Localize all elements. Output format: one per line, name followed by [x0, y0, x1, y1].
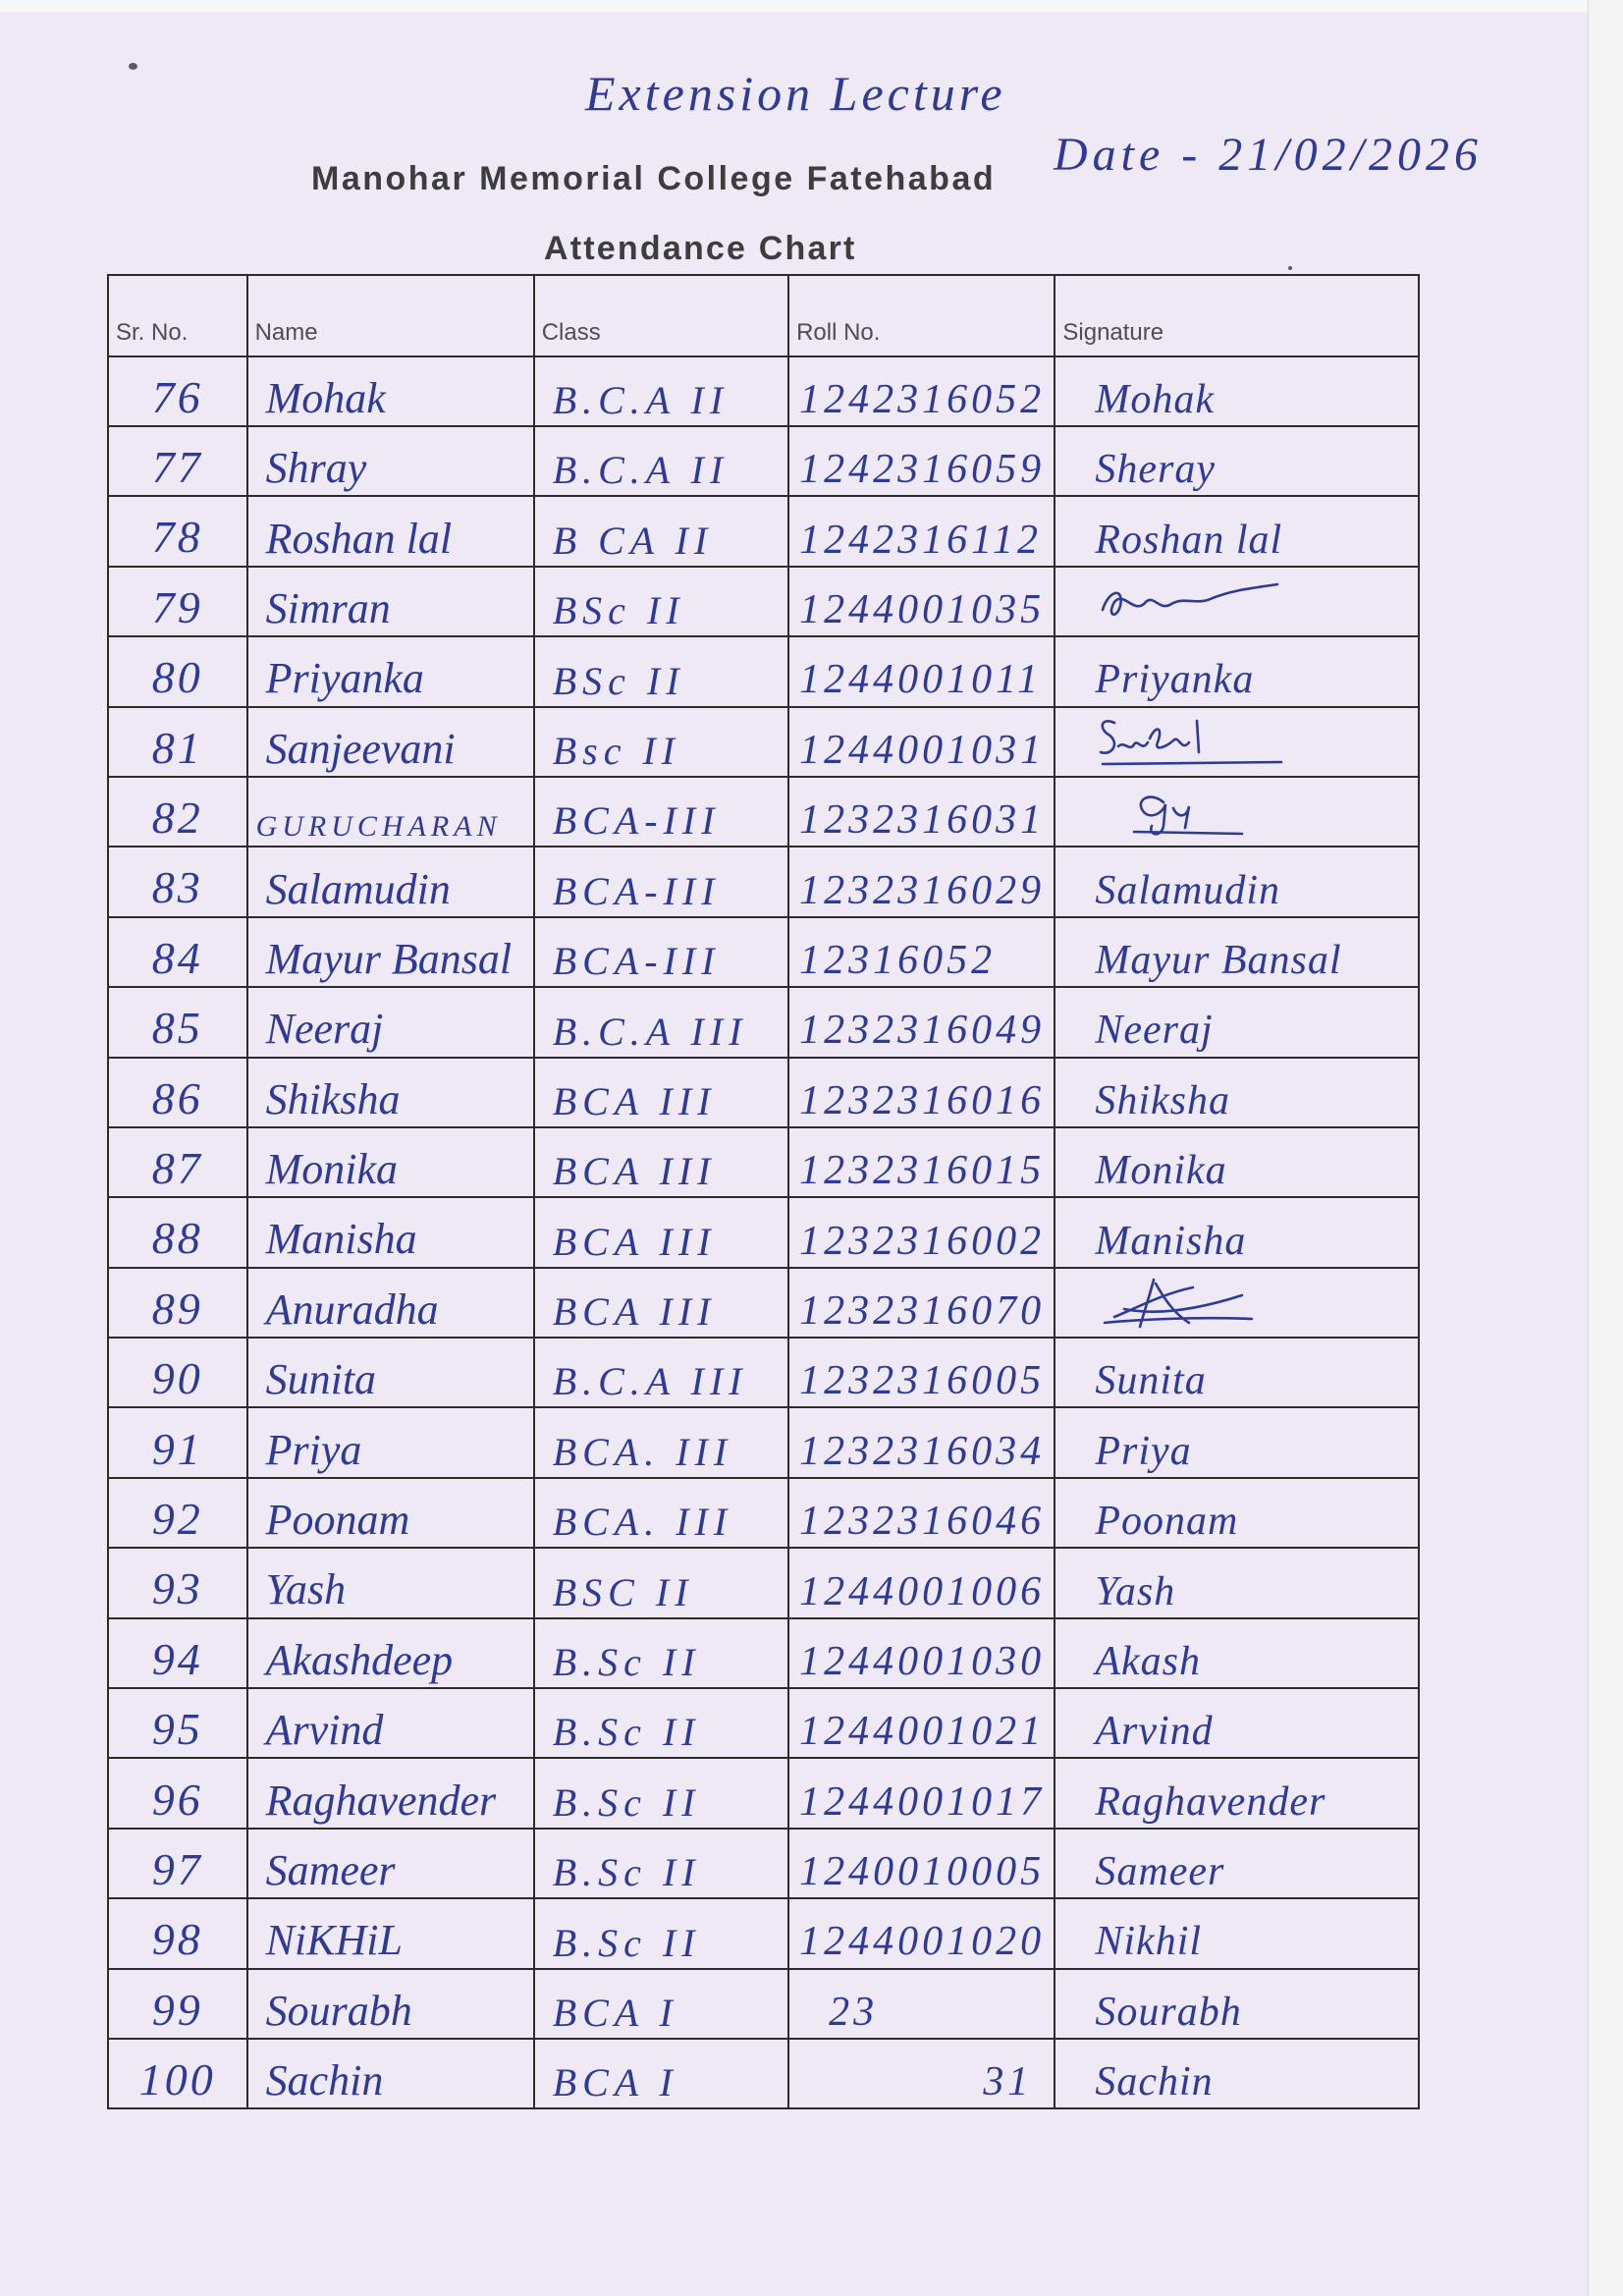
- signature-scribble: [1095, 783, 1291, 842]
- scan-top-edge: [0, 0, 1623, 12]
- table-row: [108, 1058, 1419, 1127]
- roll-no-cell: 23: [788, 1969, 1055, 2039]
- sr-no-cell: 98: [108, 1898, 247, 1968]
- sr-no-cell: 97: [108, 1829, 247, 1898]
- table-header: [108, 275, 1419, 356]
- signature-cell: Monika: [1055, 1127, 1419, 1197]
- header-row: [108, 275, 1419, 356]
- class-cell: BCA I: [534, 1969, 788, 2039]
- roll-no-cell: 1232316046: [788, 1478, 1055, 1548]
- table-row: [108, 1127, 1419, 1197]
- sr-no-cell: 93: [108, 1548, 247, 1617]
- signature-cell: Salamudin: [1055, 847, 1419, 916]
- table-row: [108, 636, 1419, 706]
- name-cell: Simran: [247, 567, 534, 636]
- table-row: [108, 1338, 1419, 1407]
- name-cell: Arvind: [247, 1688, 534, 1758]
- signature-cell: Nikhil: [1055, 1898, 1419, 1968]
- table-row: [108, 987, 1419, 1057]
- class-cell: B.Sc II: [534, 1618, 788, 1688]
- roll-no-cell: 1232316034: [788, 1407, 1055, 1477]
- table-row: [108, 1688, 1419, 1758]
- sr-no-cell: 88: [108, 1197, 247, 1267]
- sr-no-cell: 92: [108, 1478, 247, 1548]
- name-cell: Mohak: [247, 356, 534, 426]
- roll-no-cell: 1232316015: [788, 1127, 1055, 1197]
- name-cell: Manisha: [247, 1197, 534, 1267]
- table-row: [108, 1197, 1419, 1267]
- sr-no-cell: 100: [108, 2039, 247, 2108]
- roll-no-cell: 1232316031: [788, 777, 1055, 847]
- signature-cell: [1055, 777, 1419, 847]
- sr-no-cell: 82: [108, 777, 247, 847]
- table-row: [108, 356, 1419, 426]
- sr-no-cell: 99: [108, 1969, 247, 2039]
- name-cell: Roshan lal: [247, 496, 534, 566]
- scan-right-edge: [1588, 0, 1623, 2296]
- roll-no-cell: 1232316029: [788, 847, 1055, 916]
- name-cell: Akashdeep: [247, 1618, 534, 1688]
- sr-no-cell: 95: [108, 1688, 247, 1758]
- name-cell: NiKHiL: [247, 1898, 534, 1968]
- signature-cell: Mayur Bansal: [1055, 917, 1419, 987]
- signature-cell: Arvind: [1055, 1688, 1419, 1758]
- sr-no-cell: 76: [108, 356, 247, 426]
- table-row: [108, 1407, 1419, 1477]
- signature-cell: Poonam: [1055, 1478, 1419, 1548]
- table-row: [108, 1268, 1419, 1338]
- sr-no-cell: 81: [108, 707, 247, 777]
- sr-no-cell: 86: [108, 1058, 247, 1127]
- class-cell: B.Sc II: [534, 1898, 788, 1968]
- signature-stroke: [1105, 1280, 1252, 1327]
- roll-no-cell: 1232316016: [788, 1058, 1055, 1127]
- signature-cell: Shiksha: [1055, 1058, 1419, 1127]
- class-cell: BCA III: [534, 1058, 788, 1127]
- name-cell: Priyanka: [247, 636, 534, 706]
- class-cell: Bsc II: [534, 707, 788, 777]
- roll-no-cell: 31: [788, 2039, 1055, 2108]
- sr-no-cell: 84: [108, 917, 247, 987]
- roll-no-cell: 1244001035: [788, 567, 1055, 636]
- class-cell: BCA-III: [534, 777, 788, 847]
- name-cell: Yash: [247, 1548, 534, 1617]
- sr-no-cell: 77: [108, 426, 247, 496]
- roll-no-cell: 1240010005: [788, 1829, 1055, 1898]
- name-cell: Sachin: [247, 2039, 534, 2108]
- signature-cell: Roshan lal: [1055, 496, 1419, 566]
- name-cell: Sourabh: [247, 1969, 534, 2039]
- sr-no-cell: 90: [108, 1338, 247, 1407]
- class-cell: BSc II: [534, 567, 788, 636]
- class-cell: BCA-III: [534, 917, 788, 987]
- roll-no-cell: 1232316049: [788, 987, 1055, 1057]
- table-row: [108, 847, 1419, 916]
- class-cell: BCA III: [534, 1197, 788, 1267]
- class-cell: B.Sc II: [534, 1758, 788, 1828]
- roll-no-cell: 1244001031: [788, 707, 1055, 777]
- signature-cell: Sameer: [1055, 1829, 1419, 1898]
- signature-cell: Priya: [1055, 1407, 1419, 1477]
- sr-no-cell: 79: [108, 567, 247, 636]
- column-header-name: Name: [247, 275, 534, 356]
- roll-no-cell: 1244001030: [788, 1618, 1055, 1688]
- name-cell: Monika: [247, 1127, 534, 1197]
- signature-stroke: [1134, 797, 1242, 835]
- scan-speck: [1288, 266, 1292, 270]
- class-cell: B.C.A III: [534, 1338, 788, 1407]
- table-body: [108, 356, 1419, 2109]
- date-label: Date - 21/02/2026: [1054, 129, 1483, 181]
- signature-cell: Yash: [1055, 1548, 1419, 1617]
- signature-cell: [1055, 567, 1419, 636]
- table-row: [108, 1618, 1419, 1688]
- sr-no-cell: 94: [108, 1618, 247, 1688]
- signature-cell: Sachin: [1055, 2039, 1419, 2108]
- roll-no-cell: 1244001021: [788, 1688, 1055, 1758]
- class-cell: BCA. III: [534, 1478, 788, 1548]
- roll-no-cell: 1244001017: [788, 1758, 1055, 1828]
- table-row: [108, 1548, 1419, 1617]
- class-cell: B.C.A II: [534, 426, 788, 496]
- roll-no-cell: 1242316059: [788, 426, 1055, 496]
- roll-no-cell: 1232316005: [788, 1338, 1055, 1407]
- chart-title: Attendance Chart: [544, 230, 857, 267]
- signature-cell: Akash: [1055, 1618, 1419, 1688]
- name-cell: Shray: [247, 426, 534, 496]
- table-row: [108, 2039, 1419, 2108]
- scan-speck: [129, 63, 137, 70]
- signature-scribble: [1095, 573, 1291, 631]
- signature-cell: Sunita: [1055, 1338, 1419, 1407]
- sr-no-cell: 78: [108, 496, 247, 566]
- signature-cell: [1055, 1268, 1419, 1338]
- signature-stroke: [1101, 721, 1281, 764]
- table-row: [108, 777, 1419, 847]
- roll-no-cell: 1232316002: [788, 1197, 1055, 1267]
- class-cell: B.C.A II: [534, 356, 788, 426]
- signature-scribble: [1095, 1274, 1291, 1333]
- class-cell: BCA I: [534, 2039, 788, 2108]
- name-cell: Shiksha: [247, 1058, 534, 1127]
- class-cell: BCA III: [534, 1127, 788, 1197]
- lecture-title: Extension Lecture: [585, 66, 1006, 121]
- name-cell: Raghavender: [247, 1758, 534, 1828]
- roll-no-cell: 1244001006: [788, 1548, 1055, 1617]
- name-cell: Salamudin: [247, 847, 534, 916]
- sr-no-cell: 96: [108, 1758, 247, 1828]
- class-cell: B.Sc II: [534, 1688, 788, 1758]
- table-row: [108, 1758, 1419, 1828]
- roll-no-cell: 1244001020: [788, 1898, 1055, 1968]
- column-header-roll-no: Roll No.: [788, 275, 1055, 356]
- sr-no-cell: 80: [108, 636, 247, 706]
- table-row: [108, 1829, 1419, 1898]
- name-cell: Sunita: [247, 1338, 534, 1407]
- sr-no-cell: 83: [108, 847, 247, 916]
- sr-no-cell: 91: [108, 1407, 247, 1477]
- signature-cell: Neeraj: [1055, 987, 1419, 1057]
- column-header-sr-no: Sr. No.: [108, 275, 247, 356]
- signature-cell: Priyanka: [1055, 636, 1419, 706]
- name-cell: Priya: [247, 1407, 534, 1477]
- signature-stroke: [1103, 584, 1277, 615]
- roll-no-cell: 1242316112: [788, 496, 1055, 566]
- table-row: [108, 1898, 1419, 1968]
- roll-no-cell: 1244001011: [788, 636, 1055, 706]
- table-row: [108, 496, 1419, 566]
- roll-no-cell: 12316052: [788, 917, 1055, 987]
- signature-cell: Raghavender: [1055, 1758, 1419, 1828]
- column-header-class: Class: [534, 275, 788, 356]
- college-name: Manohar Memorial College Fatehabad: [311, 160, 997, 197]
- class-cell: BSc II: [534, 636, 788, 706]
- table-row: [108, 426, 1419, 496]
- signature-cell: Sheray: [1055, 426, 1419, 496]
- name-cell: Sameer: [247, 1829, 534, 1898]
- table-row: [108, 917, 1419, 987]
- name-cell: Anuradha: [247, 1268, 534, 1338]
- signature-cell: Sourabh: [1055, 1969, 1419, 2039]
- class-cell: BCA-III: [534, 847, 788, 916]
- name-cell: Sanjeevani: [247, 707, 534, 777]
- sr-no-cell: 89: [108, 1268, 247, 1338]
- class-cell: B.C.A III: [534, 987, 788, 1057]
- name-cell: GURUCHARAN: [247, 777, 534, 847]
- sr-no-cell: 85: [108, 987, 247, 1057]
- table-row: [108, 707, 1419, 777]
- class-cell: BCA. III: [534, 1407, 788, 1477]
- class-cell: B.Sc II: [534, 1829, 788, 1898]
- sr-no-cell: 87: [108, 1127, 247, 1197]
- name-cell: Mayur Bansal: [247, 917, 534, 987]
- class-cell: B CA II: [534, 496, 788, 566]
- signature-scribble: [1095, 713, 1291, 772]
- roll-no-cell: 1232316070: [788, 1268, 1055, 1338]
- attendance-table: [107, 274, 1420, 2109]
- signature-cell: Manisha: [1055, 1197, 1419, 1267]
- class-cell: BCA III: [534, 1268, 788, 1338]
- table-row: [108, 1969, 1419, 2039]
- name-cell: Neeraj: [247, 987, 534, 1057]
- class-cell: BSC II: [534, 1548, 788, 1617]
- name-cell: Poonam: [247, 1478, 534, 1548]
- signature-cell: [1055, 707, 1419, 777]
- table-row: [108, 567, 1419, 636]
- signature-cell: Mohak: [1055, 356, 1419, 426]
- roll-no-cell: 1242316052: [788, 356, 1055, 426]
- column-header-signature: Signature: [1055, 275, 1419, 356]
- table-row: [108, 1478, 1419, 1548]
